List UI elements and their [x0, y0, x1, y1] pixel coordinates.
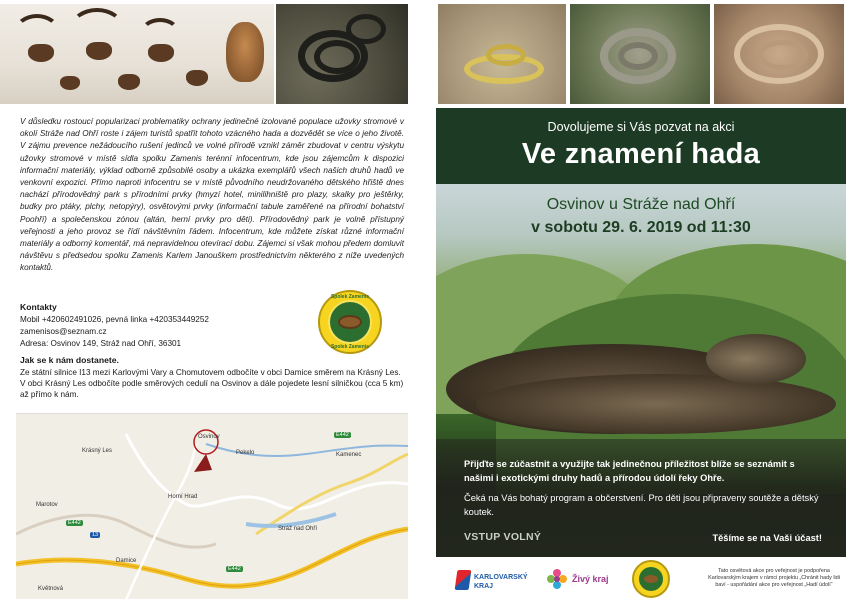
map-label-osvinov: Osvinov [198, 434, 220, 440]
coiled-snake-photo [276, 4, 408, 104]
program-text: Čeká na Vás bohatý program a občerstvení. Pro děti jsou připraveny soutěže a dětský koutek. [464, 493, 819, 517]
free-entry-label: VSTUP VOLNÝ [464, 531, 542, 543]
support-note: Tato osvětová akce pro veřejnost je podpořena Karlovarským krajem v rámci projektu „Chránit hady lidi baví - uspořádání akce pro veřejnost „Hadí údolí“ [708, 568, 840, 588]
event-place: Osvinov u Stráže nad Ohří [546, 196, 736, 213]
zamenis-footer-logo [632, 560, 670, 598]
map-road-e442-badge-1: E442 [68, 520, 81, 526]
logo-ring-text-top: Spolek Zamenis [330, 294, 370, 300]
hero-photo [436, 184, 846, 557]
title-banner [436, 108, 846, 184]
logo-ring-text-bottom: Spolek Zamenis [330, 344, 370, 350]
snake-emblem-icon [338, 315, 362, 329]
right-page [430, 0, 850, 600]
map-label-kamenec: Kamenec [336, 452, 362, 458]
sponsor-footer [436, 558, 846, 600]
zivy-kraj-logo [544, 566, 624, 596]
trophy-room-photo [0, 4, 274, 104]
welcome-message: Těšíme se na Vaši účast! [712, 533, 822, 543]
map-label-kvetnova: Květnová [38, 586, 64, 592]
location-map[interactable] [16, 413, 408, 599]
directions-text: Ze státní silnice I13 mezi Karlovými Vary a Chomutovem odbočíte v obci Damice směrem na Krásný Les. V obci Krásný Les odbočíte podle směrových cedulí na Osvinov a dále pojedete lesní silničkou (cca 5 km) až přímo k nám. [20, 368, 404, 399]
snake-emblem-small-icon [644, 575, 658, 583]
map-road-e442-badge-2: E442 [228, 566, 241, 572]
map-road-e442-badge-3: E442 [336, 432, 349, 438]
yellow-snake-photo [438, 4, 566, 104]
email-link[interactable]: zamenisos@seznam.cz [20, 327, 107, 336]
zivy-kraj-flower-icon [546, 568, 568, 590]
karlovarsky-kraj-logo [456, 566, 526, 596]
zamenis-logo [318, 290, 382, 354]
karlovarsky-kraj-mark-icon [455, 570, 472, 590]
contacts-heading: Kontakty [20, 302, 57, 312]
map-road-13-badge: 13 [92, 532, 99, 538]
participation-text: Přijďte se zúčastnit a využijte tak jedinečnou příležitost blíže se seznámit s našimi i exotickými druhy hadů a přírodou údolí řeky Ohře. [464, 459, 795, 483]
event-title: Ve znamení hada [521, 138, 761, 170]
postal-address: Adresa: Osvinov 149, Stráž nad Ohří, 36301 [20, 339, 182, 348]
kv-logo-line2: KRAJ [474, 583, 494, 590]
map-label-krasny-les: Krásný Les [82, 448, 113, 454]
zivy-kraj-text: Živý kraj [572, 574, 609, 584]
left-page [0, 0, 420, 600]
kv-logo-line1: KARLOVARSKÝ [474, 574, 528, 581]
event-date: v sobotu 29. 6. 2019 od 11:30 [531, 219, 751, 236]
directions-heading: Jak se k nám dostanete. [20, 355, 119, 365]
map-label-marotov: Marotov [36, 502, 58, 508]
patterned-snake-photo [714, 4, 844, 104]
map-label-pekelo: Pekelo [236, 450, 255, 456]
location-pointer-icon [194, 454, 212, 472]
invitation-line: Dovolujeme si Vás pozvat na akci [547, 120, 735, 134]
intro-paragraph: V důsledku rostoucí popularizaci problematiky ochrany jedinečné izolované populace užovky stromové v okolí Stráže nad Ohří roste i zájem turistů spatřit tohoto vzácného hada a dozvědět se více o jeho životě. V zájmu prevence nežádoucího rušení jedinců ve volné přírodě vznikl záměr zbudovat v centru výskytu užovky stromové v místě sídla spolku Zamenis terénní infocentrum, kde jsou zájemcům k dispozici informační materiály, výklad odborně způsobilé osoby a ukázka exemplářů všech našich druhů hadů ve venkovní expozici. Přímo naproti infocentru se v místě původního neudržovaného dětského hřiště dnes nachází přírodovědný park s přírodními prvky (hmyzí hotel, minilihniště pro plazy, skalky pro ještěrky, budky pro ptáky, plchy, netopýry), osvětovými prvky (informační tabule zaměřené na přírodní bohatství Poohří) a společenskou zónou (altán, herní prvky pro děti). Přírodovědný park je volně přístupný veřejnosti a jeho provoz se řídí návštěvním řádem. Infocentrum, kde můžete získat různé informační materiály a odborný komentář, má nepravidelnou otevírací dobu. Zájemci si však mohou předem domluvit návštěvu s předsedou spolku Zamenis Karlem Janouškem prostřednictvím některého z níže uvedených kontaktů. [20, 117, 404, 273]
map-roads [16, 414, 408, 599]
map-label-horni-hrad: Horní Hrad [168, 494, 198, 500]
grey-snake-photo [570, 4, 710, 104]
phone-numbers: Mobil +420602491026, pevná linka +420353449252 [20, 315, 209, 324]
map-label-damice: Damice [116, 558, 137, 564]
map-label-straz: Stráž nad Ohří [278, 526, 318, 532]
